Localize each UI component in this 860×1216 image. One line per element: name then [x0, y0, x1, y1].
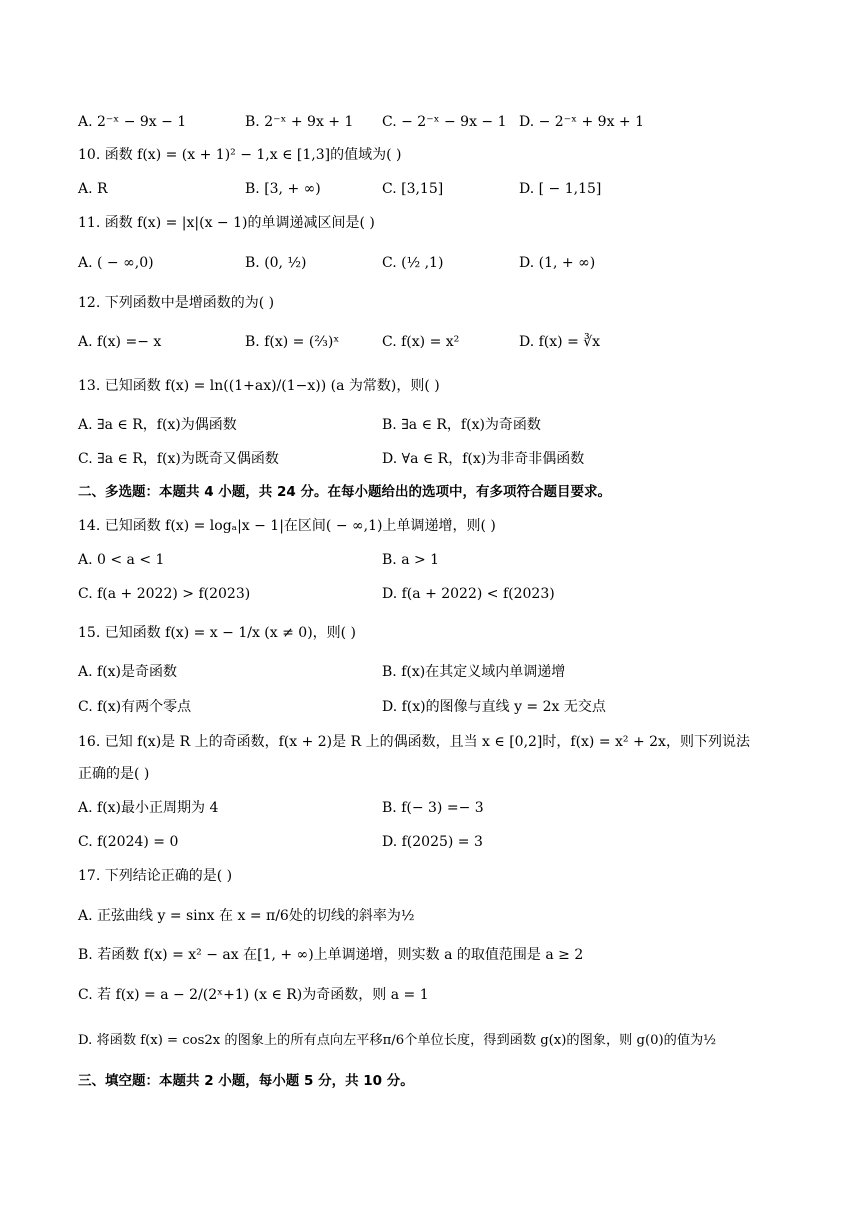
- q16-stem-line1: 16. 已知 f(x)是 R 上的奇函数，f(x + 2)是 R 上的偶函数，且当 x ∈ [0,2]时，f(x) = x² + 2x，则下列说法: [78, 734, 750, 750]
- q14-stem: 14. 已知函数 f(x) = logₐ|x − 1|在区间( − ∞,1)上单调递增，则( ): [78, 518, 496, 534]
- q11-stem: 11. 函数 f(x) = |x|(x − 1)的单调递减区间是( ): [78, 215, 375, 231]
- q17-option-d: D. 将函数 f(x) = cos2x 的图象上的所有点向左平移π/6个单位长度，得到函数 g(x)的图象，则 g(0)的值为½: [78, 1033, 716, 1048]
- q17-option-b: B. 若函数 f(x) = x² − ax 在[1, + ∞)上单调递增，则实数 a 的取值范围是 a ≥ 2: [78, 947, 584, 963]
- section-3-heading: 三、填空题：本题共 2 小题，每小题 5 分，共 10 分。: [78, 1073, 414, 1089]
- q14-option-c: C. f(a + 2022) > f(2023): [78, 586, 251, 602]
- q10-option-a: A. R: [78, 181, 108, 197]
- q11-option-a: A. ( − ∞,0): [78, 255, 154, 271]
- q15-stem: 15. 已知函数 f(x) = x − 1/x (x ≠ 0)，则( ): [78, 625, 357, 641]
- q13-option-a: A. ∃a ∈ R，f(x)为偶函数: [78, 417, 237, 433]
- q9-option-d: D. − 2⁻ˣ + 9x + 1: [519, 114, 645, 130]
- q10-stem: 10. 函数 f(x) = (x + 1)² − 1,x ∈ [1,3]的值域为( ): [78, 147, 402, 163]
- q16-option-c: C. f(2024) = 0: [78, 834, 179, 850]
- q16-option-d: D. f(2025) = 3: [382, 834, 483, 850]
- q12-option-b: B. f(x) = (⅔)ˣ: [245, 334, 340, 350]
- q9-option-b: B. 2⁻ˣ + 9x + 1: [245, 114, 354, 130]
- q16-stem-line2: 正确的是( ): [78, 766, 150, 782]
- q13-stem: 13. 已知函数 f(x) = ln((1+ax)/(1−x)) (a 为常数)，则( ): [78, 378, 440, 394]
- q12-option-c: C. f(x) = x²: [382, 334, 460, 350]
- q14-option-a: A. 0 < a < 1: [78, 552, 165, 568]
- q10-option-c: C. [3,15]: [382, 181, 444, 197]
- q17-stem: 17. 下列结论正确的是( ): [78, 868, 233, 884]
- q12-option-d: D. f(x) = ∛x: [519, 334, 601, 350]
- q14-option-b: B. a > 1: [382, 552, 440, 568]
- q15-option-a: A. f(x)是奇函数: [78, 664, 178, 680]
- q12-option-a: A. f(x) =− x: [78, 334, 162, 350]
- q16-option-a: A. f(x)最小正周期为 4: [78, 800, 219, 816]
- q11-option-c: C. (½ ,1): [382, 255, 444, 271]
- q12-stem: 12. 下列函数中是增函数的为( ): [78, 295, 275, 311]
- q15-option-d: D. f(x)的图像与直线 y = 2x 无交点: [382, 699, 606, 715]
- q15-option-b: B. f(x)在其定义域内单调递增: [382, 664, 566, 680]
- q13-option-b: B. ∃a ∈ R，f(x)为奇函数: [382, 417, 541, 433]
- q13-option-c: C. ∃a ∈ R，f(x)为既奇又偶函数: [78, 451, 279, 467]
- q11-option-b: B. (0, ½): [245, 255, 307, 271]
- q13-option-d: D. ∀a ∈ R，f(x)为非奇非偶函数: [382, 451, 585, 467]
- q17-option-c: C. 若 f(x) = a − 2/(2ˣ+1) (x ∈ R)为奇函数，则 a = 1: [78, 987, 429, 1003]
- q15-option-c: C. f(x)有两个零点: [78, 699, 192, 715]
- q14-option-d: D. f(a + 2022) < f(2023): [382, 586, 555, 602]
- q10-option-b: B. [3, + ∞): [245, 181, 321, 197]
- q17-option-a: A. 正弦曲线 y = sinx 在 x = π/6处的切线的斜率为½: [78, 908, 415, 924]
- q9-option-c: C. − 2⁻ˣ − 9x − 1: [382, 114, 507, 130]
- q16-option-b: B. f(− 3) =− 3: [382, 800, 484, 816]
- q9-option-a: A. 2⁻ˣ − 9x − 1: [78, 114, 187, 130]
- q10-option-d: D. [ − 1,15]: [519, 181, 602, 197]
- q11-option-d: D. (1, + ∞): [519, 255, 596, 271]
- section-2-heading: 二、多选题：本题共 4 小题，共 24 分。在每小题给出的选项中，有多项符合题目要求。: [78, 484, 611, 500]
